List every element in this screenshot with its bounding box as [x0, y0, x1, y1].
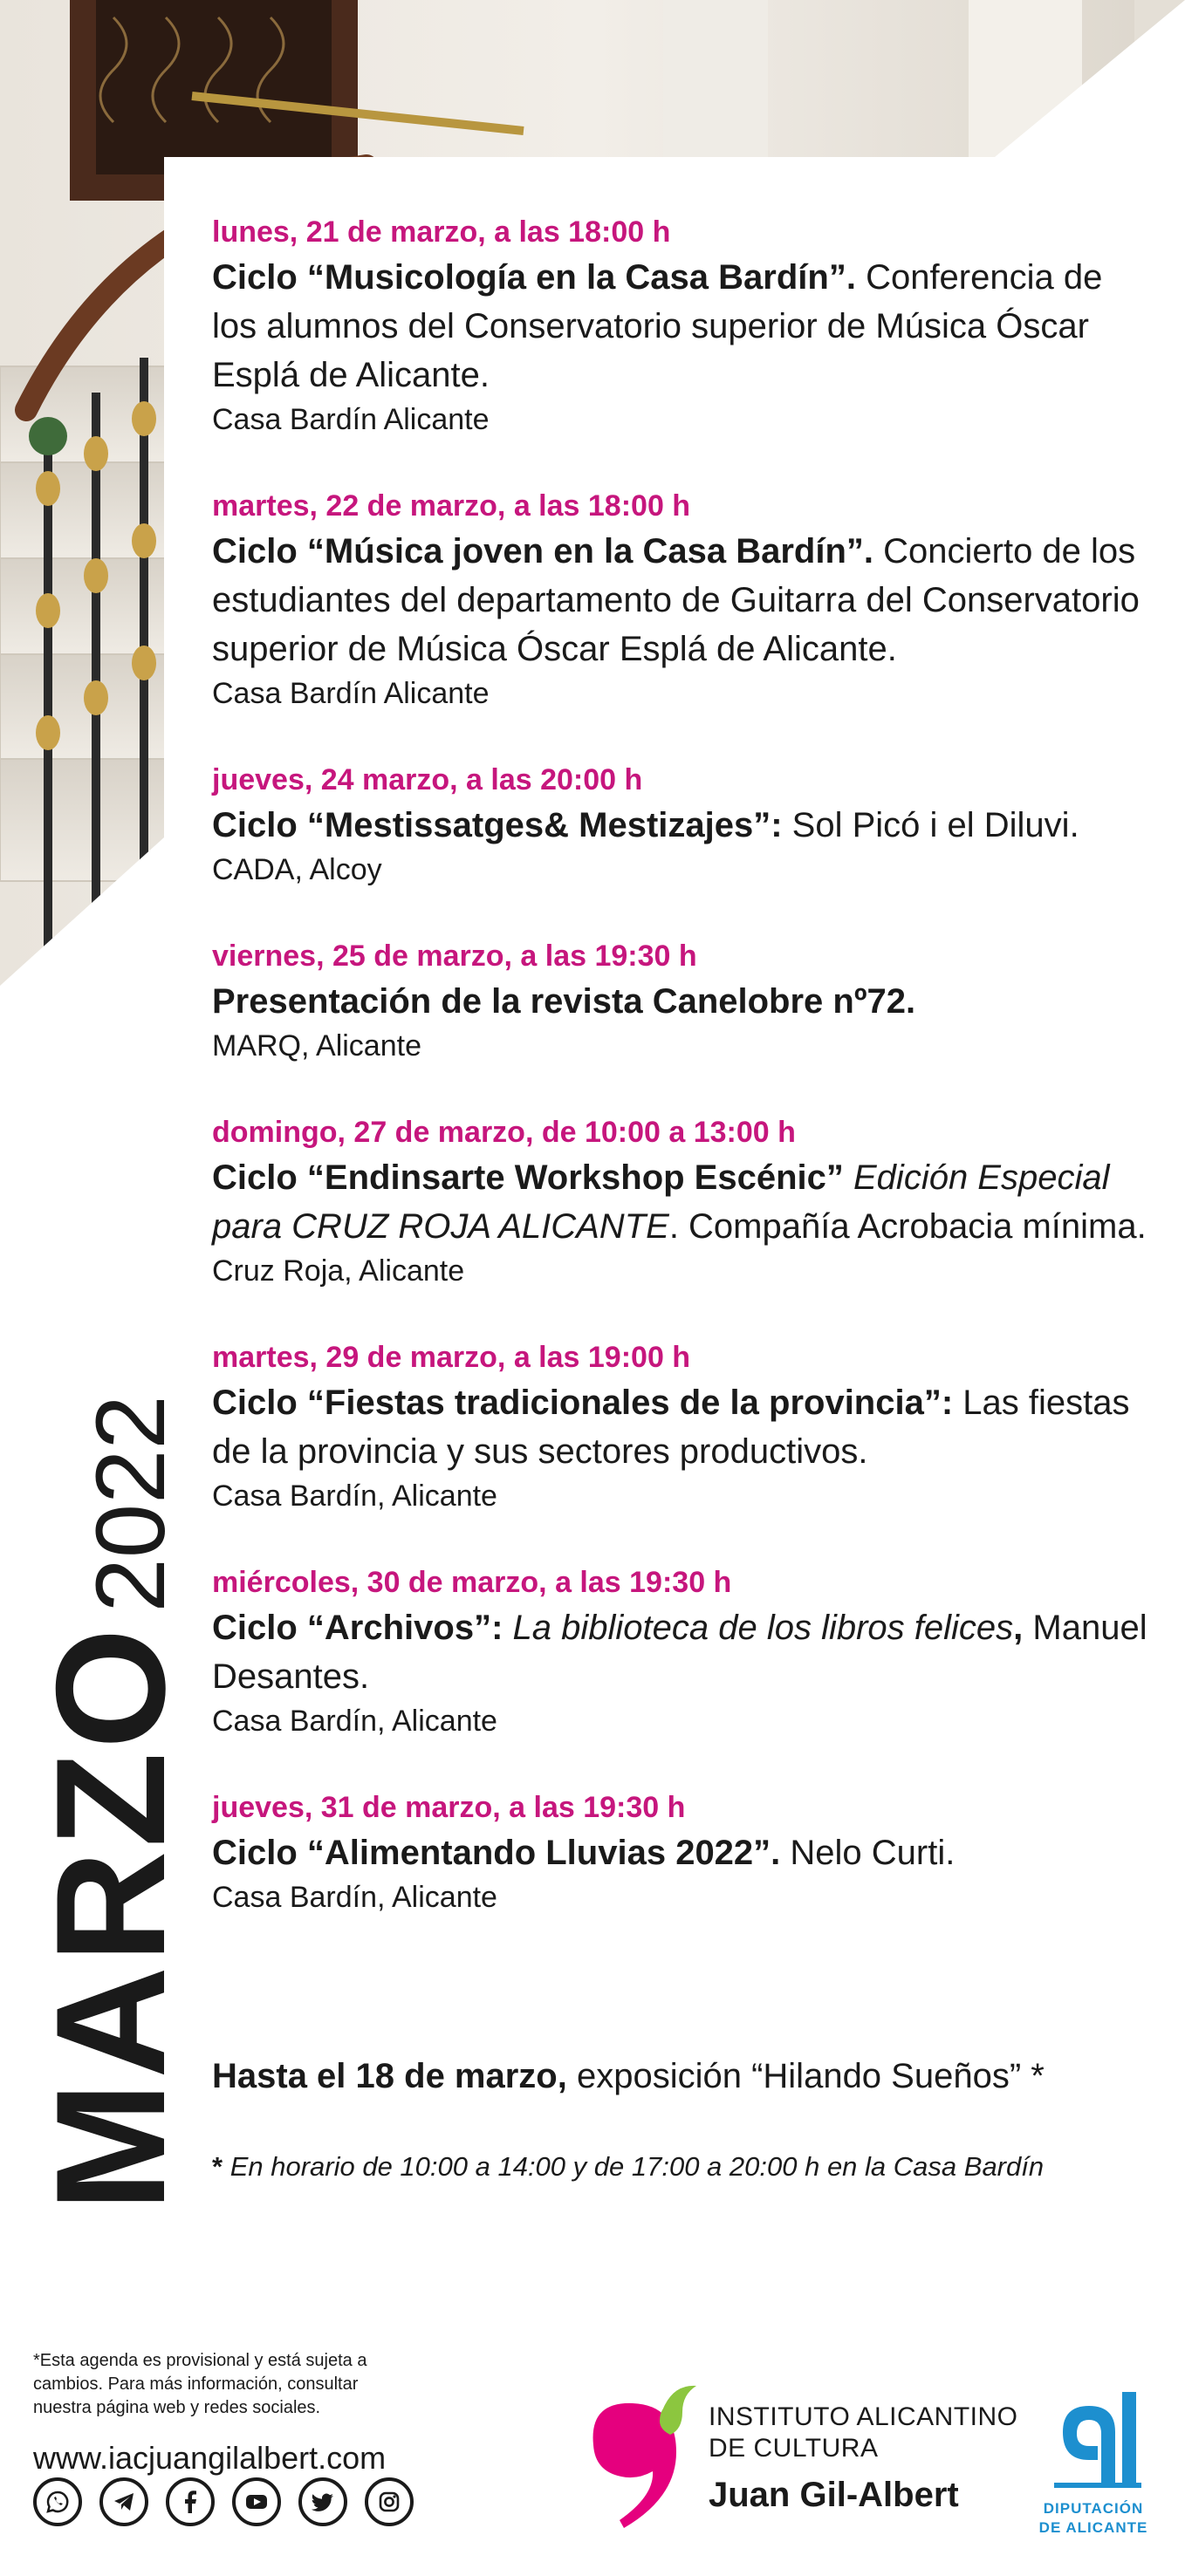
event-title: Presentación de la revista Canelobre nº72. [212, 982, 916, 1021]
event-date: domingo, 27 de marzo, de 10:00 a 13:00 h [212, 1116, 796, 1149]
event-description [212, 253, 1154, 400]
event-italic: La biblioteca de los libros felices [503, 1609, 1014, 1647]
event-title: Ciclo “Alimentando Lluvias 2022”. [212, 1834, 781, 1872]
event-text: . Compañía Acrobacia mínima. [668, 1207, 1147, 1246]
event-place: Cruz Roja, Alicante [212, 1254, 465, 1288]
event-item [212, 1787, 1154, 1917]
facebook-icon[interactable] [166, 2477, 215, 2526]
event-date: jueves, 24 marzo, a las 20:00 h [212, 763, 643, 796]
event-title: Ciclo “Música joven en la Casa Bardín”. [212, 532, 874, 571]
event-date: jueves, 31 de marzo, a las 19:30 h [212, 1791, 686, 1824]
disclaimer-text: *Esta agenda es provisional y está sujeta a cambios. Para más información, consultar nuestra página web y redes sociales. [33, 2351, 367, 2417]
event-place: MARQ, Alicante [212, 1029, 421, 1063]
social-icons [33, 2477, 414, 2526]
event-item [212, 1336, 1154, 1516]
event-description [212, 1603, 1154, 1701]
event-text: Concierto de los estudiantes del departamento de Guitarra del Conservatorio superior de Música Óscar Esplá de Alicante. [212, 532, 1140, 668]
event-text: Sol Picó i el Diluvi. [782, 806, 1079, 844]
vertical-title [24, 1339, 225, 2211]
instagram-icon[interactable] [365, 2477, 414, 2526]
note-star: * [212, 2151, 223, 2182]
event-italic: Edición Especial para CRUZ ROJA ALICANTE [212, 1158, 1110, 1246]
event-description [212, 1153, 1154, 1251]
exhibition-bold: Hasta el 18 de marzo, [212, 2057, 567, 2095]
institute-name [709, 2402, 1018, 2517]
event-title: Ciclo “Musicología en la Casa Bardín”. [212, 258, 856, 297]
events-list [212, 211, 1154, 1963]
event-item [212, 485, 1154, 714]
note-text: En horario de 10:00 a 14:00 y de 17:00 a 20:00 h en la Casa Bardín [223, 2151, 1045, 2182]
telegram-icon[interactable] [99, 2477, 148, 2526]
event-title: Ciclo “Mestissatges& Mestizajes”: [212, 806, 783, 844]
event-description [212, 1828, 1154, 1877]
event-place: Casa Bardín Alicante [212, 403, 490, 436]
event-date: viernes, 25 de marzo, a las 19:30 h [212, 940, 697, 973]
event-description [212, 977, 1154, 1026]
event-date: miércoles, 30 de marzo, a las 19:30 h [212, 1566, 732, 1599]
event-description [212, 527, 1154, 673]
event-item [212, 759, 1154, 890]
diputacion-logo-mark [1028, 2388, 1159, 2493]
event-date: martes, 22 de marzo, a las 18:00 h [212, 489, 691, 523]
event-place: CADA, Alcoy [212, 853, 382, 886]
event-place: Casa Bardín, Alicante [212, 1479, 497, 1513]
website-link[interactable]: www.iacjuangilalbert.com [33, 2440, 387, 2476]
event-title: Ciclo “Fiestas tradicionales de la provincia”: [212, 1384, 954, 1422]
event-date: martes, 29 de marzo, a las 19:00 h [212, 1341, 691, 1374]
institute-line-1: INSTITUTO ALICANTINO [709, 2402, 1018, 2431]
diputacion-line-1: DIPUTACIÓN [1043, 2500, 1144, 2517]
event-item [212, 1561, 1154, 1741]
event-comma: , [1013, 1609, 1024, 1647]
event-place: Casa Bardín, Alicante [212, 1705, 497, 1738]
institute-logo-mark [585, 2384, 707, 2532]
diputacion-line-2: DE ALICANTE [1038, 2519, 1148, 2536]
exhibition-text: exposición “Hilando Sueños” * [566, 2057, 1045, 2095]
whatsapp-icon[interactable] [33, 2477, 82, 2526]
event-text: Las fiestas de la provincia y sus sectores productivos. [212, 1384, 1130, 1471]
youtube-icon[interactable] [232, 2477, 281, 2526]
event-description [212, 801, 1154, 850]
event-text: Manuel Desantes. [212, 1609, 1147, 1696]
event-item [212, 935, 1154, 1066]
institute-line-3: Juan Gil-Albert [709, 2476, 959, 2514]
event-title: Ciclo “Archivos”: [212, 1609, 503, 1647]
event-place: Casa Bardín, Alicante [212, 1881, 497, 1914]
twitter-icon[interactable] [298, 2477, 347, 2526]
month-title: MARZO [24, 1624, 197, 2211]
event-place: Casa Bardín Alicante [212, 677, 490, 710]
event-description [212, 1378, 1154, 1476]
exhibition-line [212, 2052, 1163, 2101]
event-item [212, 1111, 1154, 1291]
event-title: Ciclo “Endinsarte Workshop Escénic” [212, 1158, 844, 1197]
schedule-note [212, 2148, 1172, 2186]
event-date: lunes, 21 de marzo, a las 18:00 h [212, 215, 671, 249]
year-title: 2022 [76, 1395, 185, 1613]
event-item [212, 211, 1154, 440]
event-text: Nelo Curti. [780, 1834, 956, 1872]
diputacion-name [1028, 2499, 1159, 2538]
institute-line-2: DE CULTURA [709, 2434, 879, 2463]
diputacion-logo [1028, 2388, 1159, 2497]
event-text: Conferencia de los alumnos del Conservatorio superior de Música Óscar Esplá de Alicante. [212, 258, 1103, 394]
